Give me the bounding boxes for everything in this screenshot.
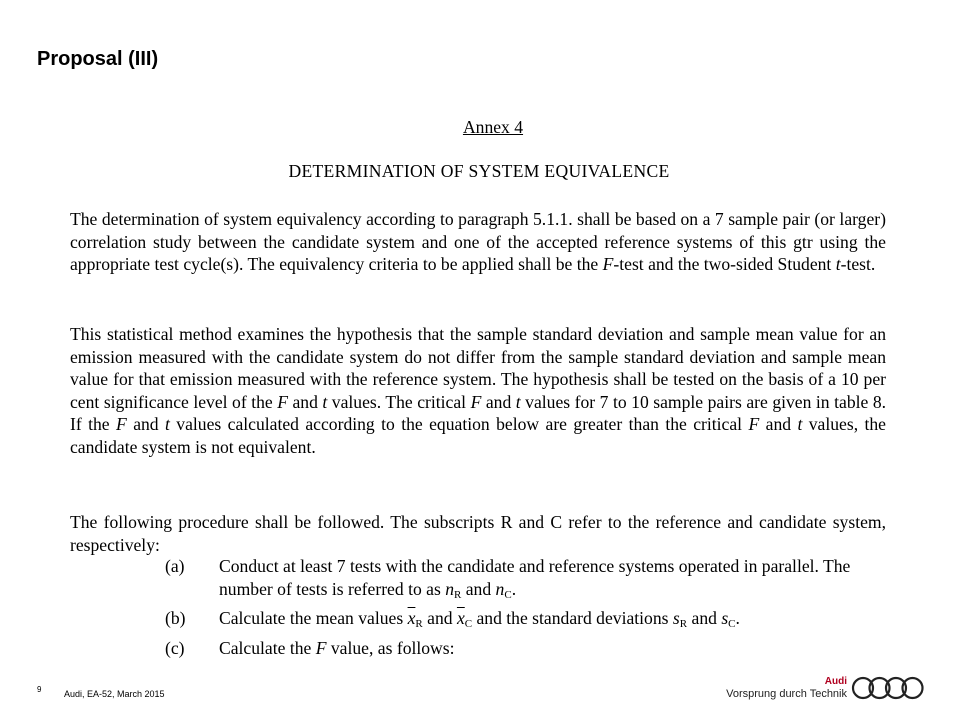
step-b (165, 607, 885, 630)
annex-title: Annex 4 (462, 117, 524, 137)
paragraph-statistical-method: This statistical method examines the hypothesis that the sample standard deviation and sample mean value for an emission measured with the candidate system do not differ from the sample standard deviation and sample mean value for that emission measured with the reference system. The hypothesis shall be tested on the basis of a 10 per cent significance level of the F and t values. The critical F and t values for 7 to 10 sample pairs are given in table 8. If the F and t values calculated according to the equation below are greater than the critical F and t values, the candidate system is not equivalent. (70, 324, 887, 457)
step-label: (b) (165, 608, 186, 629)
step-text: Calculate the F value, as follows: (219, 637, 455, 658)
slide-title: Proposal (III) (37, 48, 159, 70)
paragraph-equivalency-criteria: The determination of system equivalency according to paragraph 5.1.1. shall be based on a 7 sample pair (or larger) correlation study between the candidate system and one of the accepted reference systems of this gtr using the appropriate test cycle(s). The equivalency criteria to be applied shall be the F-test and the two-sided Student t-test. (70, 209, 886, 275)
step-c (165, 637, 885, 660)
step-text: Calculate the mean values $\overline{x}_R$ and $\overline{x}_C$ and the standard deviations $s_R$ and $s_C$. (219, 608, 740, 631)
step-label: (c) (165, 637, 185, 658)
brand-name: Audi (824, 676, 847, 687)
paragraph-procedure: The following procedure shall be followed. The subscripts R and C refer to the reference and candidate system, respectively: (70, 512, 886, 555)
audi-rings-logo (851, 675, 925, 701)
step-a (165, 555, 885, 600)
section-title: DETERMINATION OF SYSTEM EQUIVALENCE (288, 161, 670, 181)
footer-meta: Audi, EA-52, March 2015 (64, 689, 165, 699)
page-number: 9 (37, 685, 42, 694)
step-label: (a) (165, 556, 185, 576)
procedure-steps (165, 555, 885, 666)
step-text: Conduct at least 7 tests with the candidate and reference systems operated in parallel. The number of tests is referred to as $n_R$ and $n_C$. (219, 556, 851, 601)
brand-slogan: Vorsprung durch Technik (726, 688, 847, 700)
